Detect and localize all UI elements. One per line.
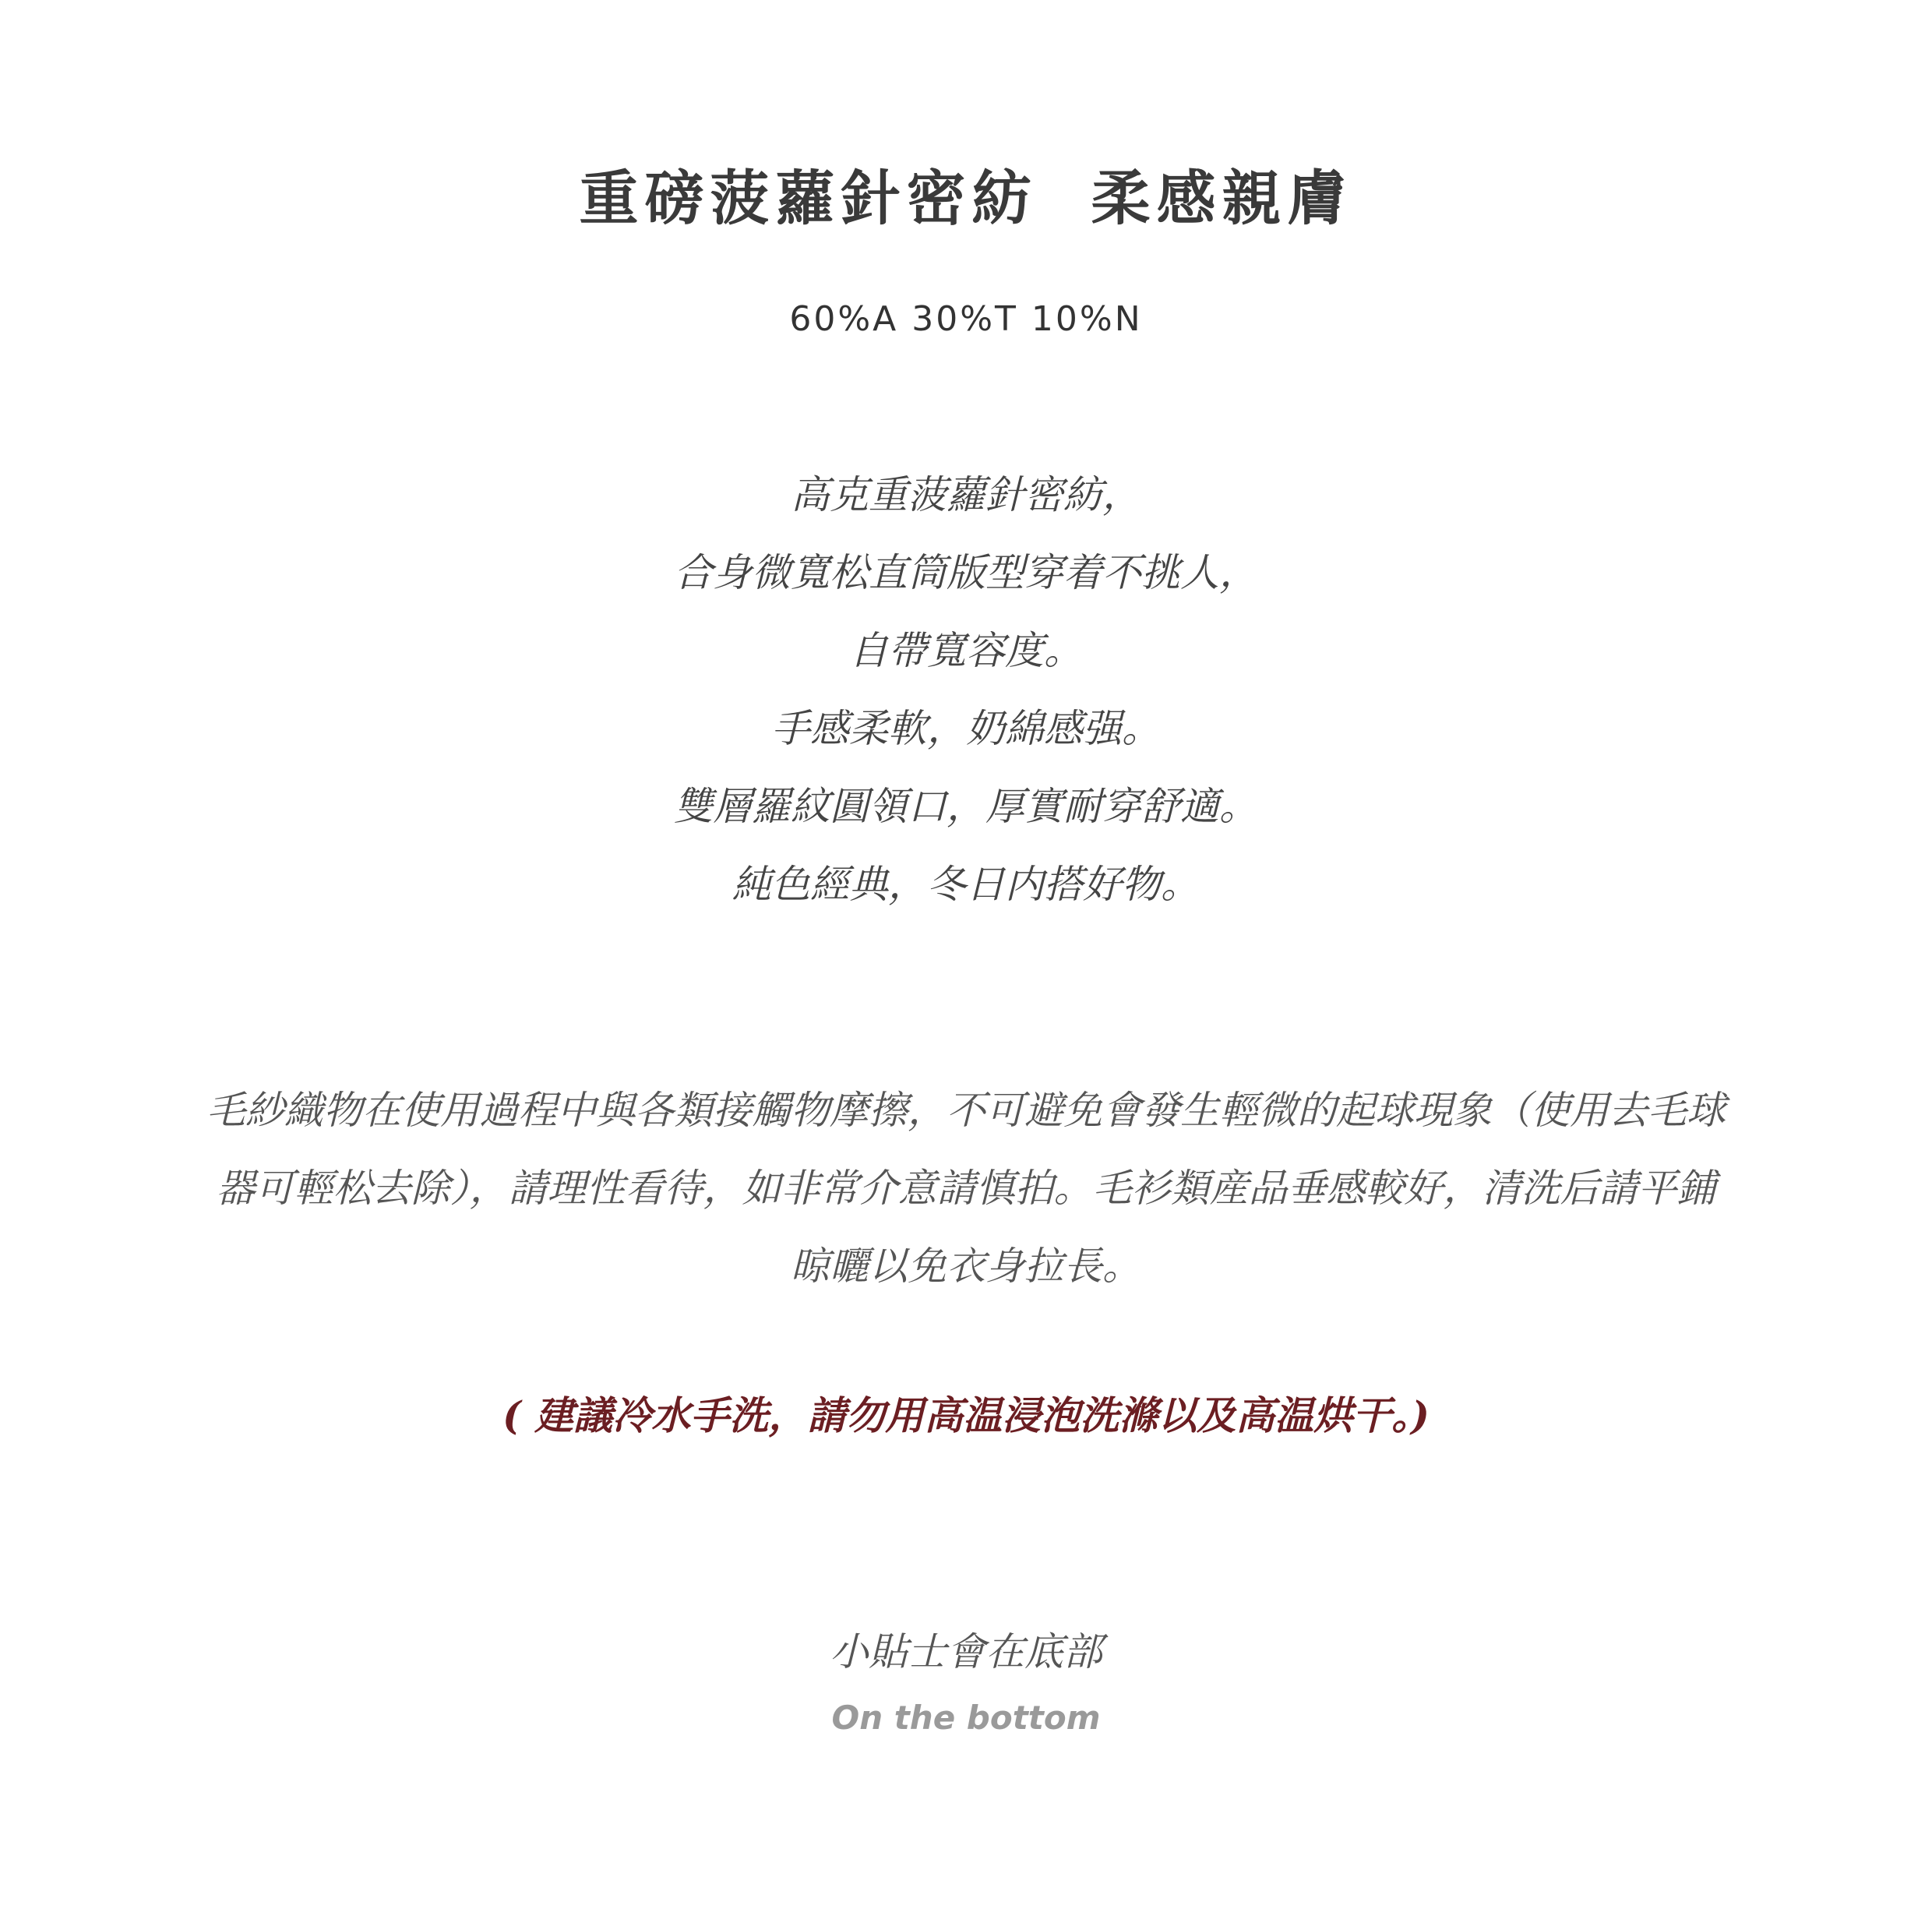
description-line: 自帶寬容度。 [849, 628, 1083, 673]
description-line: 雙層羅紋圓領口，厚實耐穿舒適。 [674, 784, 1258, 829]
description-line: 高克重菠蘿針密紡， [791, 472, 1141, 517]
pilling-notice [152, 1071, 1780, 1305]
tip-chinese: 小貼士會在底部 [830, 1629, 1102, 1674]
care-instruction: ( 建議冷水手洗，請勿用高温浸泡洗滌以及高温烘干。) [502, 1392, 1430, 1438]
product-description [0, 456, 1932, 923]
fabric-composition: 60%A 30%T 10%N [789, 299, 1143, 339]
notice-line: 毛紗織物在使用過程中與各類接觸物摩擦，不可避免會發生輕微的起球現象（使用去毛球 [206, 1088, 1726, 1133]
tip-english: On the bottom [831, 1699, 1101, 1737]
description-line: 純色經典，冬日内搭好物。 [732, 862, 1200, 907]
page-title: 重磅菠蘿針密紡 柔感親膚 [579, 164, 1353, 233]
notice-line: 器可輕松去除），請理性看待，如非常介意請慎拍。毛衫類産品垂感較好，清洗后請平鋪 [216, 1166, 1716, 1211]
notice-line: 晾曬以免衣身拉長。 [791, 1244, 1141, 1289]
description-line: 手感柔軟，奶綿感强。 [771, 706, 1161, 751]
description-line: 合身微寬松直筒版型穿着不挑人， [674, 550, 1258, 595]
